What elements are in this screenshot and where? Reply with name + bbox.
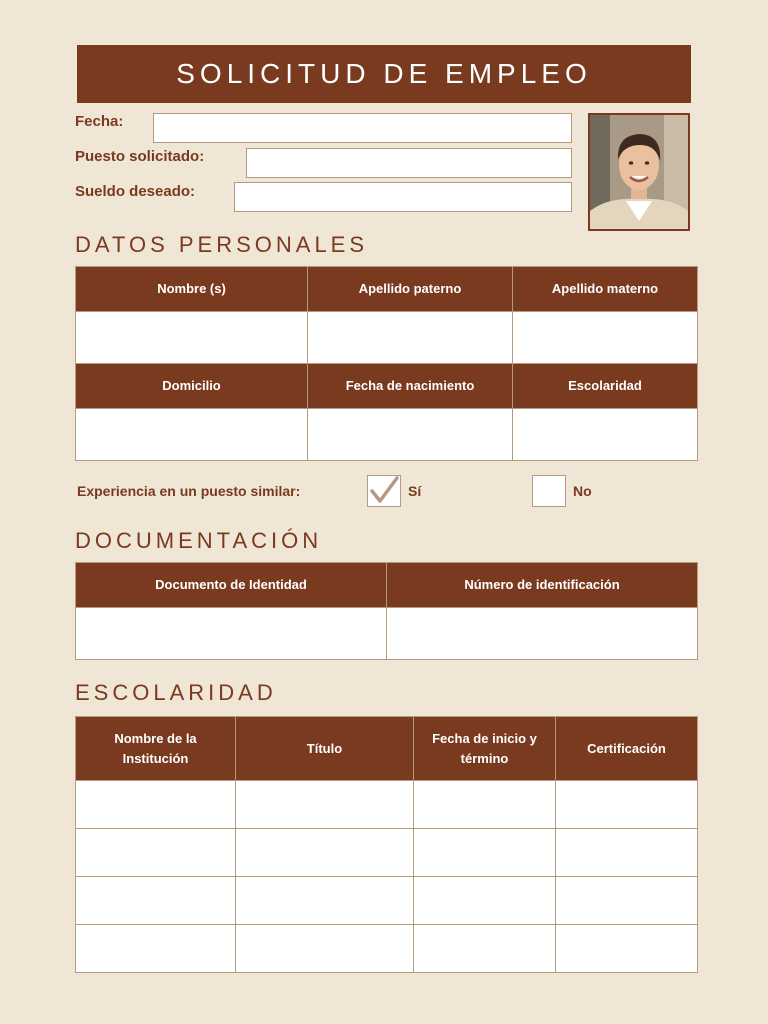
escolaridad-cell[interactable]: [414, 781, 556, 829]
escolaridad-cell[interactable]: [414, 829, 556, 877]
escolaridad-cell[interactable]: [236, 877, 414, 925]
escolaridad-cell[interactable]: [76, 925, 236, 973]
apellido-materno-input[interactable]: [513, 312, 698, 364]
experiencia-yes-label: Sí: [408, 483, 422, 499]
header-fecha-nacimiento: Fecha de nacimiento: [308, 364, 513, 409]
escolaridad-cell[interactable]: [556, 829, 698, 877]
documentacion-title: DOCUMENTACIÓN: [75, 528, 323, 553]
header-titulo: Título: [236, 717, 414, 781]
fecha-field[interactable]: [153, 113, 572, 143]
documentacion-table: [75, 562, 698, 660]
escolaridad-cell[interactable]: [76, 829, 236, 877]
sueldo-label: Sueldo deseado:: [75, 183, 196, 200]
header-apellido-paterno: Apellido paterno: [308, 267, 513, 312]
datos-personales-title: DATOS PERSONALES: [75, 232, 369, 257]
header-numero-identificacion: Número de identificación: [387, 563, 698, 608]
nombre-input[interactable]: [76, 312, 308, 364]
numero-identificacion-input[interactable]: [387, 608, 698, 660]
escolaridad-cell[interactable]: [556, 781, 698, 829]
domicilio-input[interactable]: [76, 409, 308, 461]
escolaridad-cell[interactable]: [236, 781, 414, 829]
applicant-photo-image: [590, 115, 688, 229]
header-certificacion: Certificación: [556, 717, 698, 781]
apellido-paterno-input[interactable]: [308, 312, 513, 364]
applicant-photo[interactable]: [588, 113, 690, 231]
header-fecha-inicio-termino: Fecha de inicio y término: [414, 717, 556, 781]
fecha-nacimiento-input[interactable]: [308, 409, 513, 461]
escolaridad-input[interactable]: [513, 409, 698, 461]
escolaridad-title: ESCOLARIDAD: [75, 680, 277, 705]
escolaridad-cell[interactable]: [556, 925, 698, 973]
fecha-label: Fecha:: [75, 113, 124, 130]
escolaridad-cell[interactable]: [556, 877, 698, 925]
page-title-text: SOLICITUD DE EMPLEO: [176, 58, 592, 89]
escolaridad-cell[interactable]: [414, 877, 556, 925]
header-escolaridad: Escolaridad: [513, 364, 698, 409]
escolaridad-cell[interactable]: [236, 925, 414, 973]
header-documento-identidad: Documento de Identidad: [76, 563, 387, 608]
header-apellido-materno: Apellido materno: [513, 267, 698, 312]
header-nombre: Nombre (s): [76, 267, 308, 312]
header-nombre-institucion: Nombre de la Institución: [76, 717, 236, 781]
puesto-label: Puesto solicitado:: [75, 148, 205, 165]
page-title: [77, 45, 691, 103]
experiencia-label: Experiencia en un puesto similar:: [77, 483, 301, 499]
datos-personales-table: [75, 266, 698, 461]
puesto-field[interactable]: [246, 148, 572, 178]
escolaridad-cell[interactable]: [414, 925, 556, 973]
escolaridad-cell[interactable]: [76, 877, 236, 925]
experiencia-no-checkbox[interactable]: [532, 475, 566, 507]
documento-identidad-input[interactable]: [76, 608, 387, 660]
experiencia-no-label: No: [573, 483, 592, 499]
escolaridad-table: [75, 716, 698, 973]
escolaridad-cell[interactable]: [76, 781, 236, 829]
check-icon: [368, 476, 400, 506]
experiencia-yes-checkbox[interactable]: [367, 475, 401, 507]
header-domicilio: Domicilio: [76, 364, 308, 409]
sueldo-field[interactable]: [234, 182, 572, 212]
escolaridad-cell[interactable]: [236, 829, 414, 877]
